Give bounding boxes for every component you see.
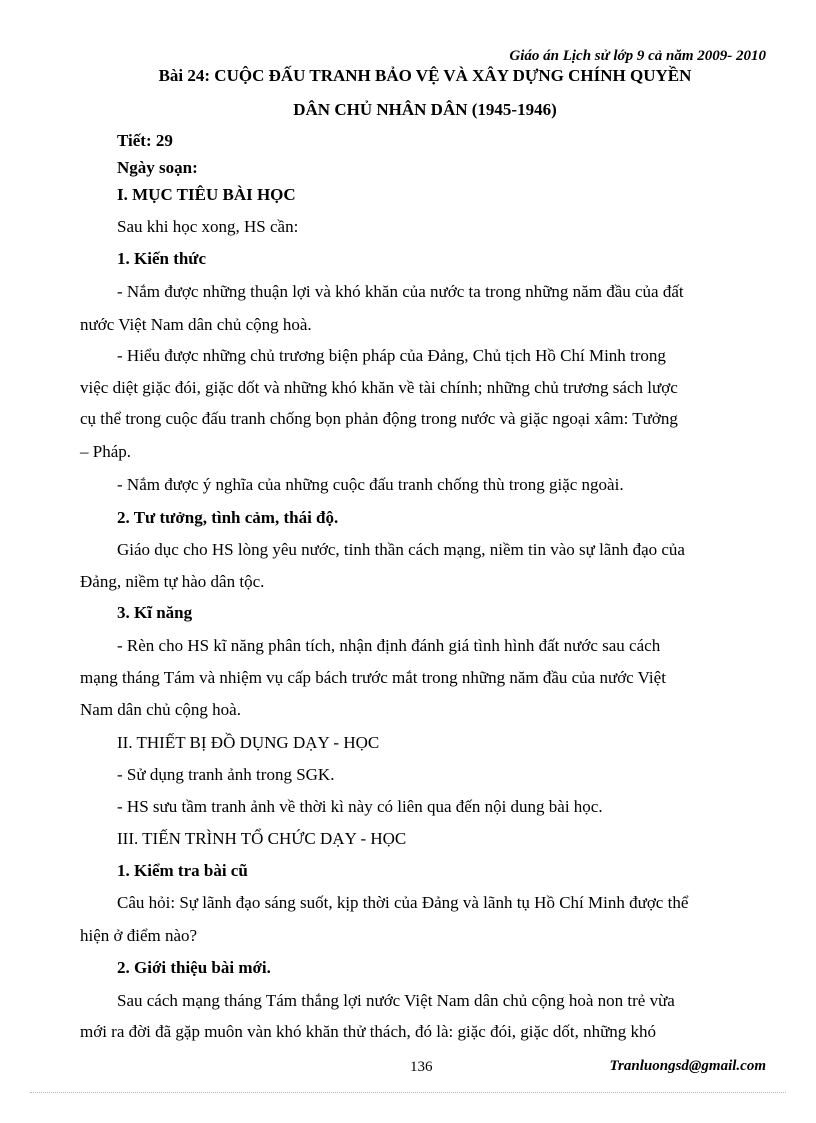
subheading-introduction: 2. Giới thiệu bài mới. [117,958,271,977]
introduction-line: Sau cách mạng tháng Tám thắng lợi nước Việt Nam dân chủ cộng hoà non trẻ vừa [117,991,675,1010]
review-question-line: Câu hỏi: Sự lãnh đạo sáng suốt, kịp thời của Đảng và lãnh tụ Hồ Chí Minh được thể [117,893,689,912]
attitude-line: Đảng, niềm tự hào dân tộc. [80,572,265,591]
subheading-attitude: 2. Tư tưởng, tình cảm, thái độ. [117,508,339,527]
page-bottom-divider [30,1092,786,1093]
knowledge-line: - Hiểu được những chủ trương biện pháp của Đảng, Chủ tịch Hồ Chí Minh trong [117,346,666,365]
knowledge-line: nước Việt Nam dân chủ cộng hoà. [80,315,312,334]
section-heading-objectives: I. MỤC TIÊU BÀI HỌC [117,185,296,204]
skills-line: - Rèn cho HS kĩ năng phân tích, nhận định đánh giá tình hình đất nước sau cách [117,636,661,655]
knowledge-line: – Pháp. [80,442,131,461]
subheading-review: 1. Kiểm tra bài cũ [117,861,248,880]
equipment-line: - Sử dụng tranh ảnh trong SGK. [117,765,335,784]
section-heading-equipment: II. THIẾT BỊ ĐỒ DỤNG DẠY - HỌC [117,733,380,752]
review-question-line: hiện ở điểm nào? [80,926,198,945]
skills-line: mạng tháng Tám và nhiệm vụ cấp bách trước mắt trong những năm đầu của nước Việt [80,668,666,687]
knowledge-line: - Nắm được những thuận lợi và khó khăn của nước ta trong những năm đầu của đất [117,282,684,301]
lesson-period: Tiết: 29 [117,131,173,150]
knowledge-line: việc diệt giặc đói, giặc dốt và những khó khăn về tài chính; những chủ trương sách lược [80,378,678,397]
preparation-date: Ngày soạn: [117,158,198,177]
introduction-line: mới ra đời đã gặp muôn vàn khó khăn thử thách, đó là: giặc đói, giặc dốt, những khó [80,1022,657,1041]
section-heading-procedure: III. TIẾN TRÌNH TỔ CHỨC DẠY - HỌC [117,829,407,848]
skills-line: Nam dân chủ cộng hoà. [80,700,241,719]
attitude-line: Giáo dục cho HS lòng yêu nước, tinh thần cách mạng, niềm tin vào sự lãnh đạo của [117,540,685,559]
subheading-skills: 3. Kĩ năng [117,603,193,622]
lesson-title-line-2: DÂN CHỦ NHÂN DÂN (1945-1946) [293,100,557,119]
objectives-intro: Sau khi học xong, HS cần: [117,217,299,236]
equipment-line: - HS sưu tầm tranh ảnh về thời kì này có liên qua đến nội dung bài học. [117,797,603,816]
subheading-knowledge: 1. Kiến thức [117,249,207,268]
lesson-title-line-1: Bài 24: CUỘC ĐẤU TRANH BẢO VỆ VÀ XÂY DỰNG CHÍNH QUYỀN [158,66,692,85]
knowledge-line: cụ thể trong cuộc đấu tranh chống bọn phản động trong nước và giặc ngoại xâm: Tưởng [80,409,678,428]
author-email: Tranluongsd@gmail.com [609,1058,766,1074]
knowledge-line: - Nắm được ý nghĩa của những cuộc đấu tranh chống thù trong giặc ngoài. [117,475,624,494]
page-number: 136 [410,1059,433,1075]
page-header: Giáo án Lịch sử lớp 9 cả năm 2009- 2010 [509,48,766,64]
